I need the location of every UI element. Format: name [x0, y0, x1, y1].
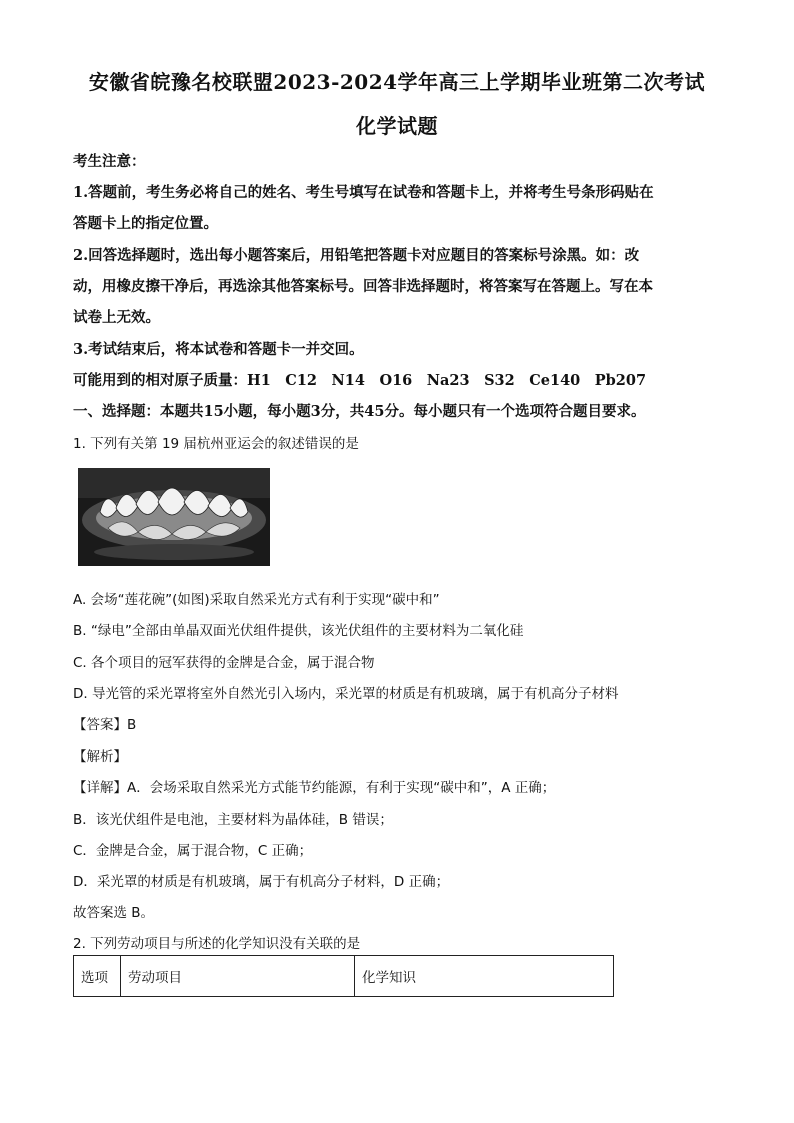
q1-stem: 1. 下列有关第 19 届杭州亚运会的叙述错误的是	[73, 436, 359, 452]
q1-detail-c: C．金牌是合金，属于混合物，C 正确；	[73, 843, 313, 859]
q1-option-a: A. 会场“莲花碗”(如图)采取自然采光方式有利于实现“碳中和”	[73, 592, 440, 608]
section-1-heading: 一、选择题：本题共15小题，每小题3分，共45分。每小题只有一个选项符合题目要求。	[73, 403, 646, 420]
notice-item-1-line-1: 1.答题前，考生务必将自己的姓名、考生号填写在试卷和答题卡上，并将考生号条形码贴在	[73, 184, 654, 201]
notice-item-3: 3.考试结束后，将本试卷和答题卡一并交回。	[73, 341, 364, 358]
q1-analysis-label: 【解析】	[73, 749, 127, 765]
exam-title: 安徽省皖豫名校联盟2023-2024学年高三上学期毕业班第二次考试	[88, 70, 706, 94]
notice-heading: 考生注意：	[73, 153, 146, 170]
q1-detail-a: 【详解】A．会场采取自然采光方式能节约能源，有利于实现“碳中和”，A 正确；	[73, 780, 556, 796]
table-header-cell: 化学知识	[355, 956, 614, 997]
q2-stem: 2. 下列劳动项目与所述的化学知识没有关联的是	[73, 936, 361, 952]
q1-answer: 【答案】B	[73, 717, 137, 733]
notice-item-1-line-2: 答题卡上的指定位置。	[73, 215, 218, 232]
notice-item-2-line-2: 动，用橡皮擦干净后，再选涂其他答案标号。回答非选择题时，将答案写在答题上。写在本	[73, 278, 653, 295]
q2-options-table	[73, 955, 614, 997]
table-row	[74, 956, 614, 997]
exam-subtitle: 化学试题	[356, 114, 438, 138]
notice-item-2-line-1: 2.回答选择题时，选出每小题答案后，用铅笔把答题卡对应题目的答案标号涂黑。如：改	[73, 247, 640, 264]
q1-option-c: C. 各个项目的冠军获得的金牌是合金，属于混合物	[73, 655, 375, 671]
q1-detail-b: B．该光伏组件是电池，主要材料为晶体硅，B 错误；	[73, 812, 393, 828]
q1-detail-d: D．采光罩的材质是有机玻璃，属于有机高分子材料，D 正确；	[73, 874, 450, 890]
atomic-mass-line: 可能用到的相对原子质量：H1 C12 N14 O16 Na23 S32 Ce140 Pb207	[73, 372, 647, 389]
q1-conclusion: 故答案选 B。	[73, 905, 155, 921]
table-header-cell: 选项	[74, 956, 121, 997]
q1-option-b: B. “绿电”全部由单晶双面光伏组件提供，该光伏组件的主要材料为二氧化硅	[73, 623, 524, 639]
lotus-bowl-photo	[78, 468, 270, 566]
q1-option-d: D. 导光管的采光罩将室外自然光引入场内，采光罩的材质是有机玻璃，属于有机高分子材料	[73, 686, 619, 702]
notice-item-2-line-3: 试卷上无效。	[73, 309, 160, 326]
table-header-cell: 劳动项目	[121, 956, 355, 997]
